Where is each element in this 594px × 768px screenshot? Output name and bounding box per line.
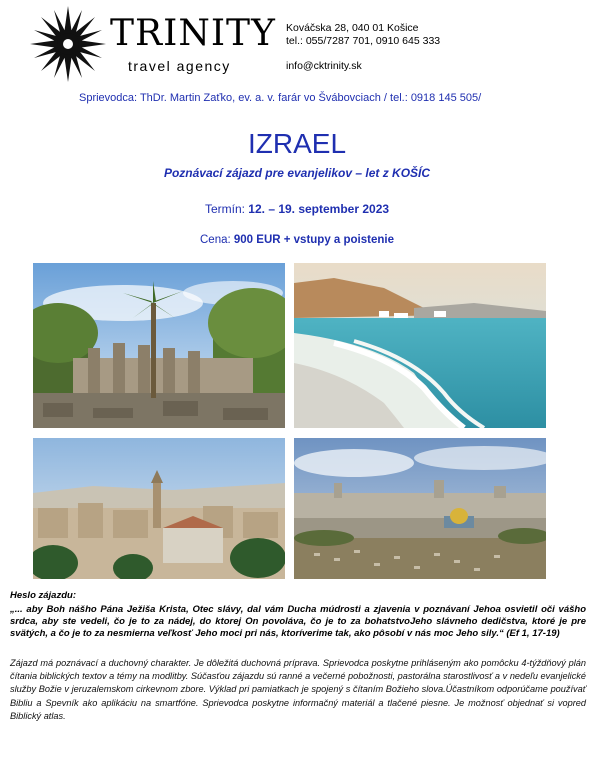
motto-heading: Heslo zájazdu:	[10, 590, 76, 601]
jerusalem-panorama-photo	[294, 438, 546, 579]
letterhead	[28, 4, 568, 84]
price-line	[0, 234, 594, 246]
term-line	[0, 202, 594, 216]
contact-email: info@cktrinity.sk	[286, 60, 362, 72]
motto-text: „... aby Boh nášho Pána Ježiša Krista, Otec slávy, dal vám Ducha múdrosti a zjavenia v poznávaní Jehoa osvietil oči vášho srdca, aby ste vedeli, čo je to za nádej, do ktorej On povoláva, čo je to za bohatstvoJeho slávneho dedičstva, ktoré je pre svätých, a čo je to za nesmierna veľkosť Jeho moci pri nás, ktoríverime tak, ako pôsobí v nás moc Jeho sily.“ (Ef 1, 17-19)	[10, 604, 586, 639]
contact-address: Kováčska 28, 040 01 Košice	[286, 22, 419, 34]
contact-block	[286, 22, 440, 73]
page-title: IZRAEL	[247, 128, 347, 159]
dead-sea-salt-shore-photo	[294, 263, 546, 428]
term-value: 12. – 19. september 2023	[248, 202, 390, 216]
sun-star-logo-icon	[28, 4, 108, 84]
contact-phone: tel.: 055/7287 701, 0910 645 333	[286, 35, 441, 47]
term-label: Termín:	[204, 202, 245, 216]
price-label: Cena:	[200, 234, 231, 246]
price-value: 900 EUR + vstupy a poistenie	[233, 234, 394, 246]
bethlehem-cityscape-photo	[33, 438, 285, 579]
brand-name: TRINITY	[110, 13, 276, 54]
ancient-ruins-with-palm-tree-photo	[33, 263, 285, 428]
description-text: Zájazd má poznávací a duchovný charakter. Je dôležitá duchovná príprava. Sprievodca poskytne prihláseným ako pomôcku 4-týždňový plán čítania biblických textov a témy na modlitby. Súčasťou zájazdu sú ranné a večerné pobožnosti, pastorálna starostlivosť a v nedeľu evanjelické služby Božie v jeruzalemskom cirkevnom zbore. Výklad pri pamiatkach je spojený s čítaním Božieho slova.Účastníkom odporúčame používať Bibliu a Spevník ako aplikáciu na smartfóne. Sprievodca poskytne informačný materiál a tlačené piesne. Je možnosť objednať si vopred Biblický atlas.	[10, 658, 586, 721]
page-subtitle: Poznávací zájazd pre evanjelikov – let z KOŠÍC	[163, 166, 431, 180]
brand-subtitle: travel agency	[128, 58, 231, 74]
guide-line: Sprievodca: ThDr. Martin Zaťko, ev. a. v. farár vo Švábovciach / tel.: 0918 145 505/	[79, 92, 482, 104]
